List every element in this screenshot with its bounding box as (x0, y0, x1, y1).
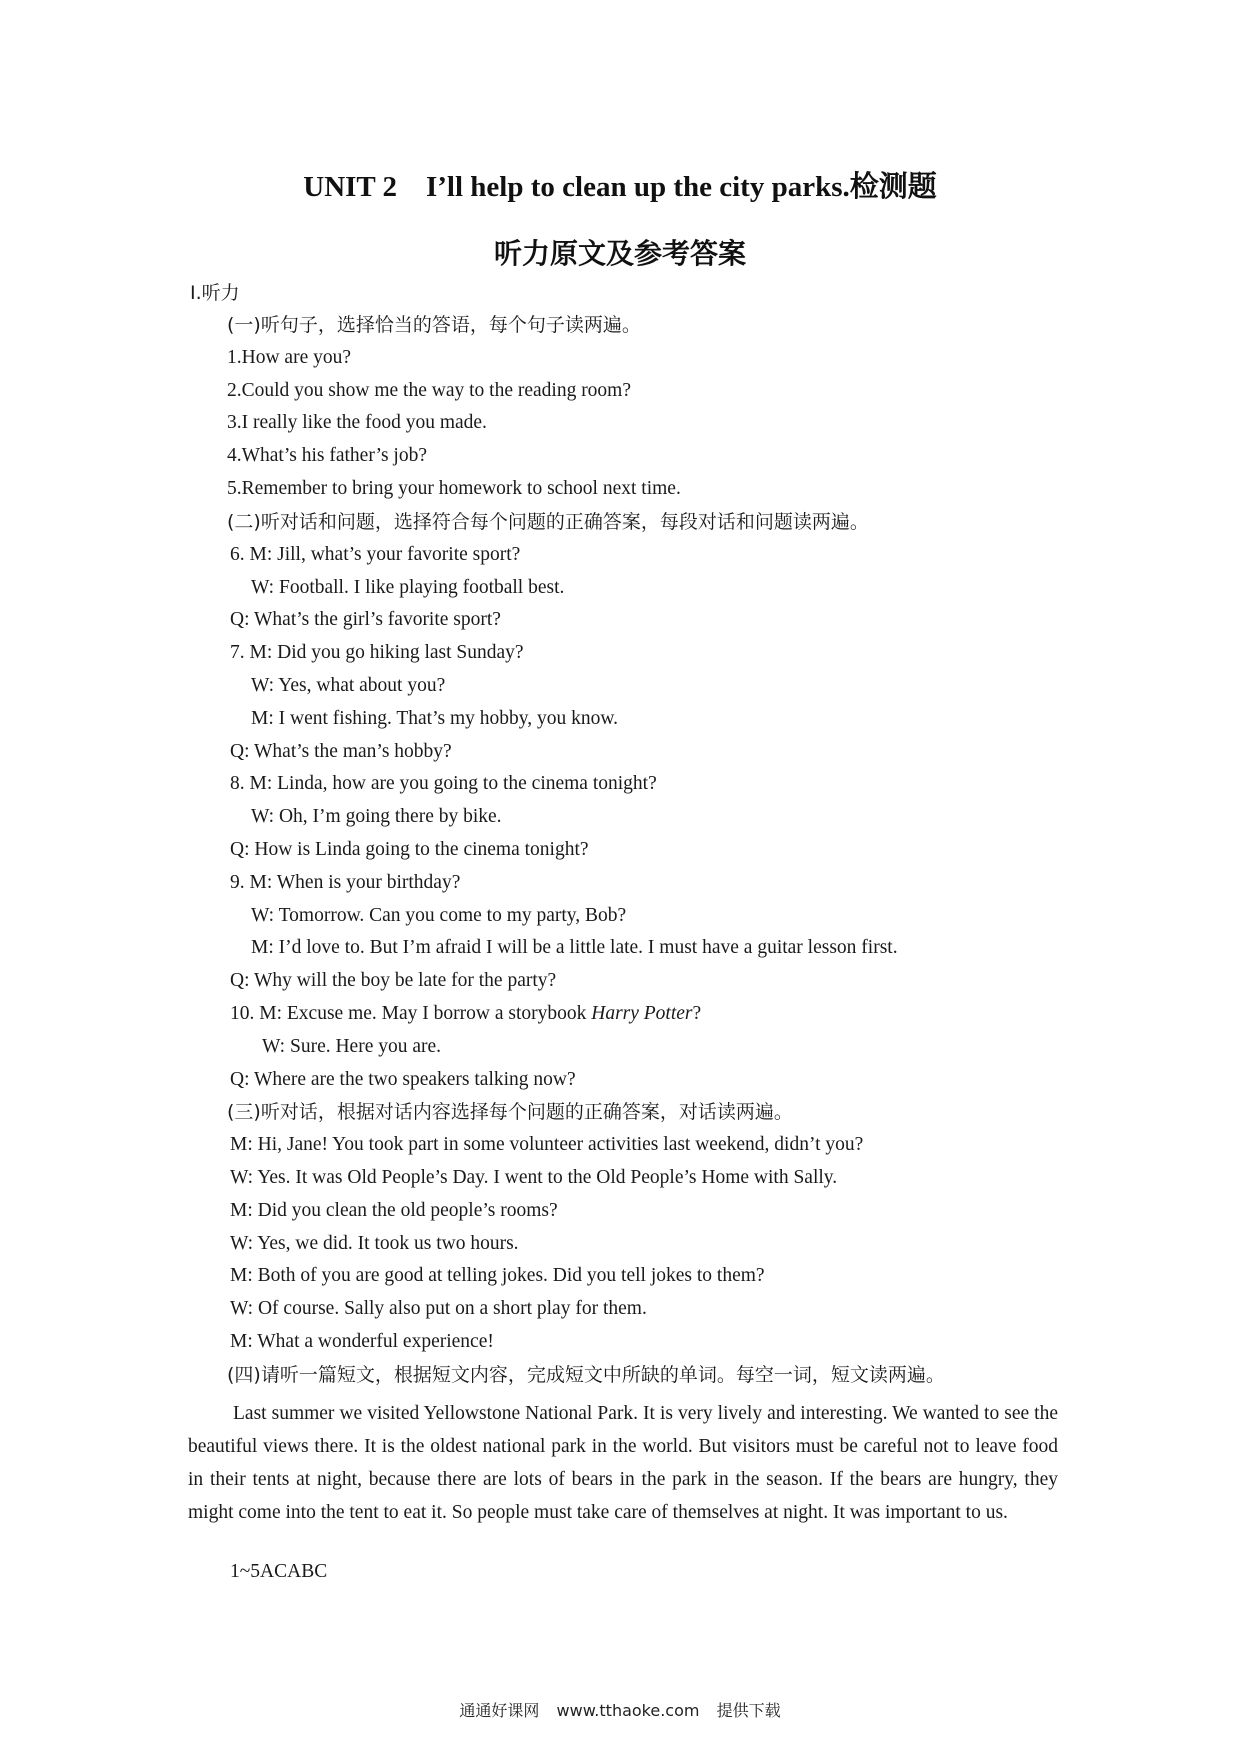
dialogue-line: M: Both of you are good at telling jokes. Did you tell jokes to them? (230, 1265, 765, 1286)
part1-sentence: 2.Could you show me the way to the reading room? (227, 380, 632, 401)
dialogue-line: W: Sure. Here you are. (262, 1036, 442, 1057)
part1-instruction: (一)听句子，选择恰当的答语，每个句子读两遍。 (227, 314, 641, 336)
part1-sentence: 1.How are you? (227, 347, 351, 368)
page-footer (0, 1698, 1240, 1721)
footer-site-name: 通通好课网 (459, 1701, 540, 1720)
q10-suffix: ? (692, 1003, 702, 1024)
question-line: Q: Why will the boy be late for the party? (230, 970, 557, 991)
book-title: Harry Potter (591, 1003, 693, 1024)
part3-instruction: (三)听对话，根据对话内容选择每个问题的正确答案，对话读两遍。 (227, 1101, 793, 1123)
dialogue-line: W: Of course. Sally also put on a short play for them. (230, 1298, 647, 1319)
section-heading: Ⅰ.听力 (190, 282, 240, 304)
dialogue-line: W: Yes, what about you? (251, 675, 446, 696)
dialogue-line: M: Hi, Jane! You took part in some volunteer activities last weekend, didn’t you? (230, 1134, 864, 1155)
q10-prefix: 10. M: Excuse me. May I borrow a storybook (230, 1003, 592, 1024)
answer-key: 1~5ACABC (230, 1561, 328, 1582)
footer-url[interactable]: www.tthaoke.com (556, 1701, 700, 1720)
dialogue-line (230, 1002, 701, 1026)
document-subtitle: 听力原文及参考答案 (493, 237, 746, 270)
dialogue-line: W: Football. I like playing football best. (251, 577, 565, 598)
dialogue-line: M: I’d love to. But I’m afraid I will be a little late. I must have a guitar lesson first. (251, 937, 898, 958)
dialogue-line: M: Did you clean the old people’s rooms? (230, 1200, 558, 1221)
dialogue-line: W: Tomorrow. Can you come to my party, Bob? (251, 905, 627, 926)
dialogue-line: 6. M: Jill, what’s your favorite sport? (230, 544, 521, 565)
part1-sentence: 3.I really like the food you made. (227, 412, 487, 433)
question-line: Q: Where are the two speakers talking now? (230, 1069, 576, 1090)
dialogue-line: 8. M: Linda, how are you going to the cinema tonight? (230, 773, 657, 794)
part2-instruction: (二)听对话和问题，选择符合每个问题的正确答案，每段对话和问题读两遍。 (227, 511, 869, 533)
footer-note: 提供下载 (716, 1701, 781, 1720)
dialogue-line: M: I went fishing. That’s my hobby, you know. (251, 708, 619, 729)
dialogue-line: W: Oh, I’m going there by bike. (251, 806, 502, 827)
part4-instruction: (四)请听一篇短文，根据短文内容，完成短文中所缺的单词。每空一词，短文读两遍。 (227, 1364, 945, 1386)
question-line: Q: What’s the man’s hobby? (230, 741, 452, 762)
dialogue-line: 9. M: When is your birthday? (230, 872, 461, 893)
question-line: Q: How is Linda going to the cinema tonight? (230, 839, 589, 860)
question-line: Q: What’s the girl’s favorite sport? (230, 609, 501, 630)
dialogue-line: M: What a wonderful experience! (230, 1331, 494, 1352)
dialogue-line: W: Yes, we did. It took us two hours. (230, 1233, 519, 1254)
part1-sentence: 5.Remember to bring your homework to school next time. (227, 478, 681, 499)
dialogue-line: 7. M: Did you go hiking last Sunday? (230, 642, 524, 663)
document-title: UNIT 2 I’ll help to clean up the city parks.检测题 (303, 171, 937, 203)
part1-sentence: 4.What’s his father’s job? (227, 445, 428, 466)
dialogue-line: W: Yes. It was Old People’s Day. I went to the Old People’s Home with Sally. (230, 1167, 838, 1188)
listening-passage: Last summer we visited Yellowstone National Park. It is very lively and interesting. We wanted to see the beautiful views there. It is the oldest national park in the world. But visitors must be careful not to leave food in their tents at night, because there are lots of bears in the park in the season. If the bears are hungry, they might come into the tent to eat it. So people must take care of themselves at night. It was important to us. (188, 1403, 1058, 1523)
